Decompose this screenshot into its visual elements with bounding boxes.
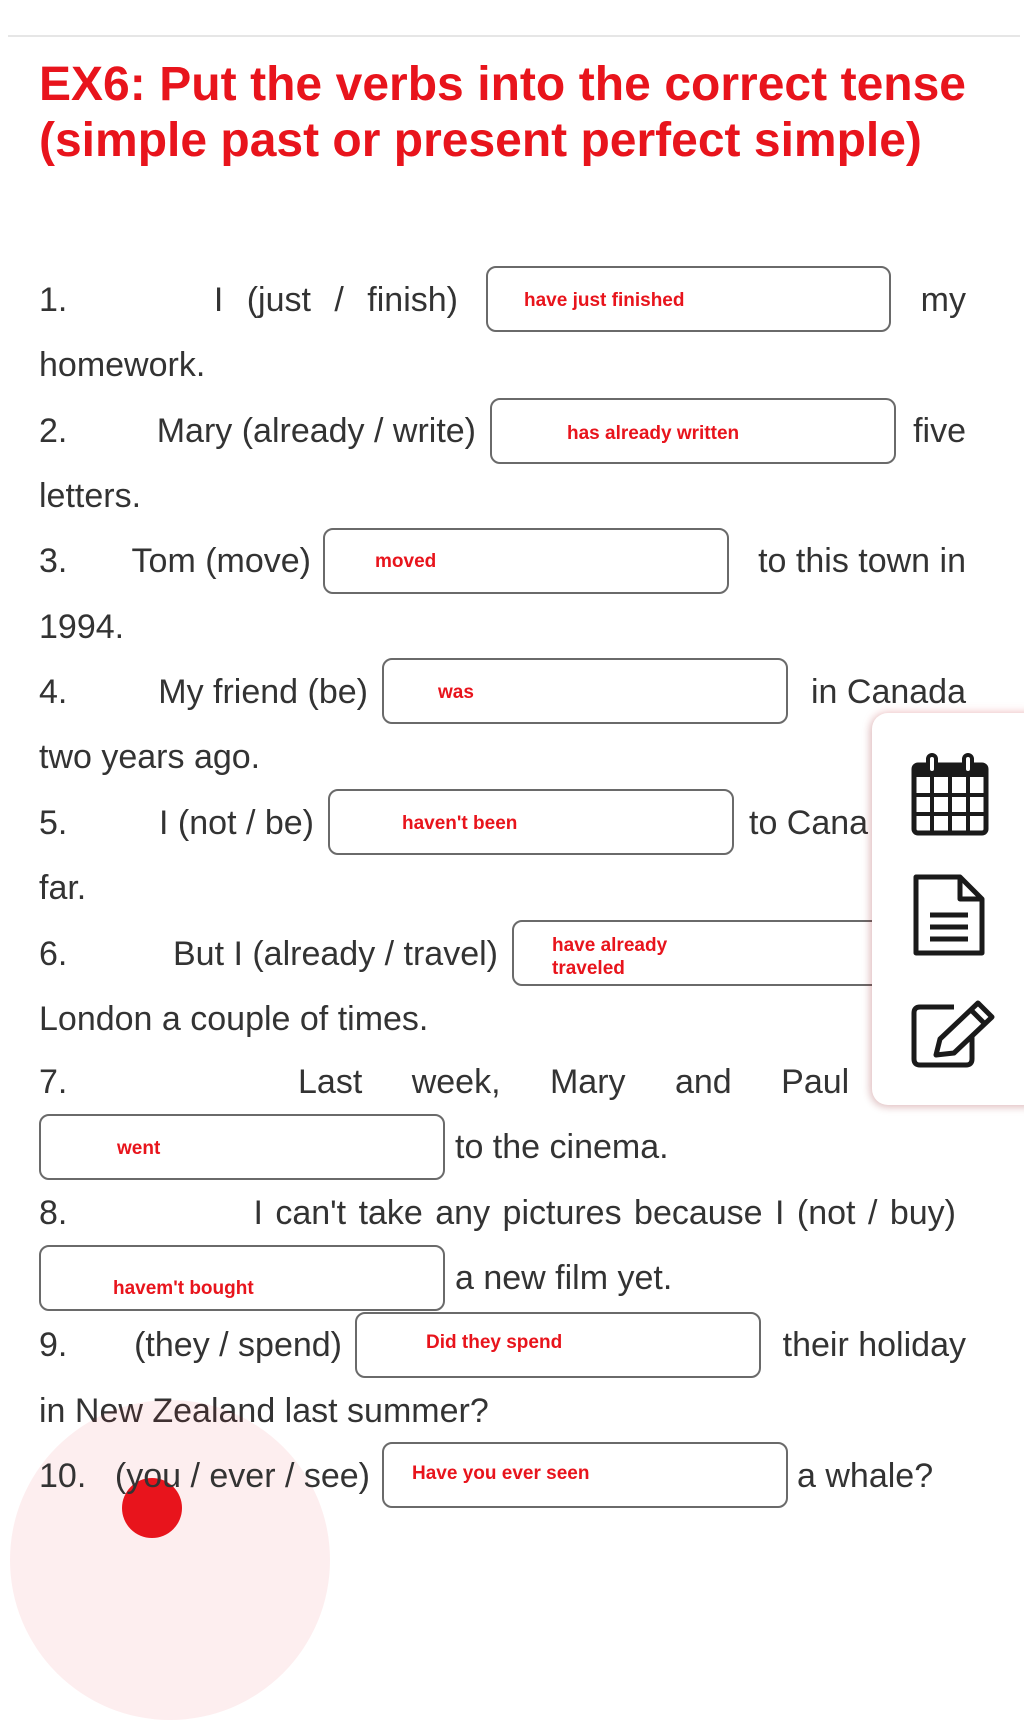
item-after-text: to the cinema. [455,1128,669,1166]
item-number: 3. [39,542,68,580]
item-after-text: in Canada [810,673,966,711]
item-prompt: My friend (be) [158,673,368,711]
item-prompt: Tom (move) [131,542,311,580]
answer-text: havem't bought [113,1278,254,1299]
item-number: 6. [39,935,68,973]
answer-box[interactable] [382,1442,788,1508]
item-prompt: (you / ever / see) [114,1457,370,1495]
edit-icon[interactable] [910,999,990,1079]
item-prompt: (they / spend) [134,1326,342,1364]
item-number: 7. [39,1063,68,1101]
item-after-text: a whale? [797,1457,934,1495]
item-after-text: my [920,281,966,319]
item-continuation: homework. [39,346,206,384]
answer-text: haven't been [402,813,518,834]
item-continuation: far. [39,869,87,907]
answer-text: has already written [567,423,740,444]
item-number: 4. [39,673,68,711]
item-continuation: London a couple of times. [39,1000,429,1038]
answer-box[interactable] [486,266,891,332]
answer-box[interactable] [328,789,734,855]
decorative-circle [10,1400,330,1720]
item-after-text: their holiday [782,1326,966,1364]
item-prompt: But I (already / travel) [172,935,498,973]
document-icon[interactable] [910,873,990,953]
exercise-title: EX6: Put the verbs into the correct tense (simple past or present perfect simple) [39,58,966,167]
answer-box[interactable] [323,528,729,594]
item-number: 5. [39,804,68,842]
answer-text: was [438,682,474,703]
answer-text: moved [375,551,437,572]
item-continuation: two years ago. [39,738,261,776]
answer-box[interactable] [39,1245,445,1311]
item-prompt: I can't take any pictures because I (not / buy) [253,1194,956,1232]
calendar-icon[interactable] [910,753,990,833]
item-after-text: to Cana [749,804,869,842]
item-continuation: letters. [39,477,142,515]
item-number: 2. [39,412,68,450]
item-number: 9. [39,1326,68,1364]
answer-text: Did they spend [426,1332,563,1353]
answer-text: have already traveled [552,935,668,979]
top-divider [8,35,1020,37]
answer-box[interactable] [39,1114,445,1180]
item-after-text: to this town in [758,542,966,580]
item-prompt: Last week, Mary and Paul [298,1063,850,1101]
item-number: 8. [39,1194,68,1232]
item-prompt: Mary (already / write) [156,412,476,450]
answer-box[interactable] [512,920,918,986]
answer-box[interactable] [382,658,788,724]
item-after-text: five [913,412,966,450]
side-toolbar [872,713,1024,1105]
item-continuation: 1994. [39,608,125,646]
answer-text: went [117,1138,161,1159]
item-prompt: I (not / be) [159,804,314,842]
answer-text: Have you ever seen [412,1463,590,1484]
item-prompt: I (just / finish) [213,281,458,319]
item-after-text: a new film yet. [455,1259,673,1297]
answer-box[interactable] [355,1312,761,1378]
item-number: 1. [39,281,68,319]
answer-text: have just finished [524,290,685,311]
item-continuation: in New Zealand last summer? [39,1392,489,1430]
answer-box[interactable] [490,398,896,464]
item-number: 10. [39,1457,87,1495]
